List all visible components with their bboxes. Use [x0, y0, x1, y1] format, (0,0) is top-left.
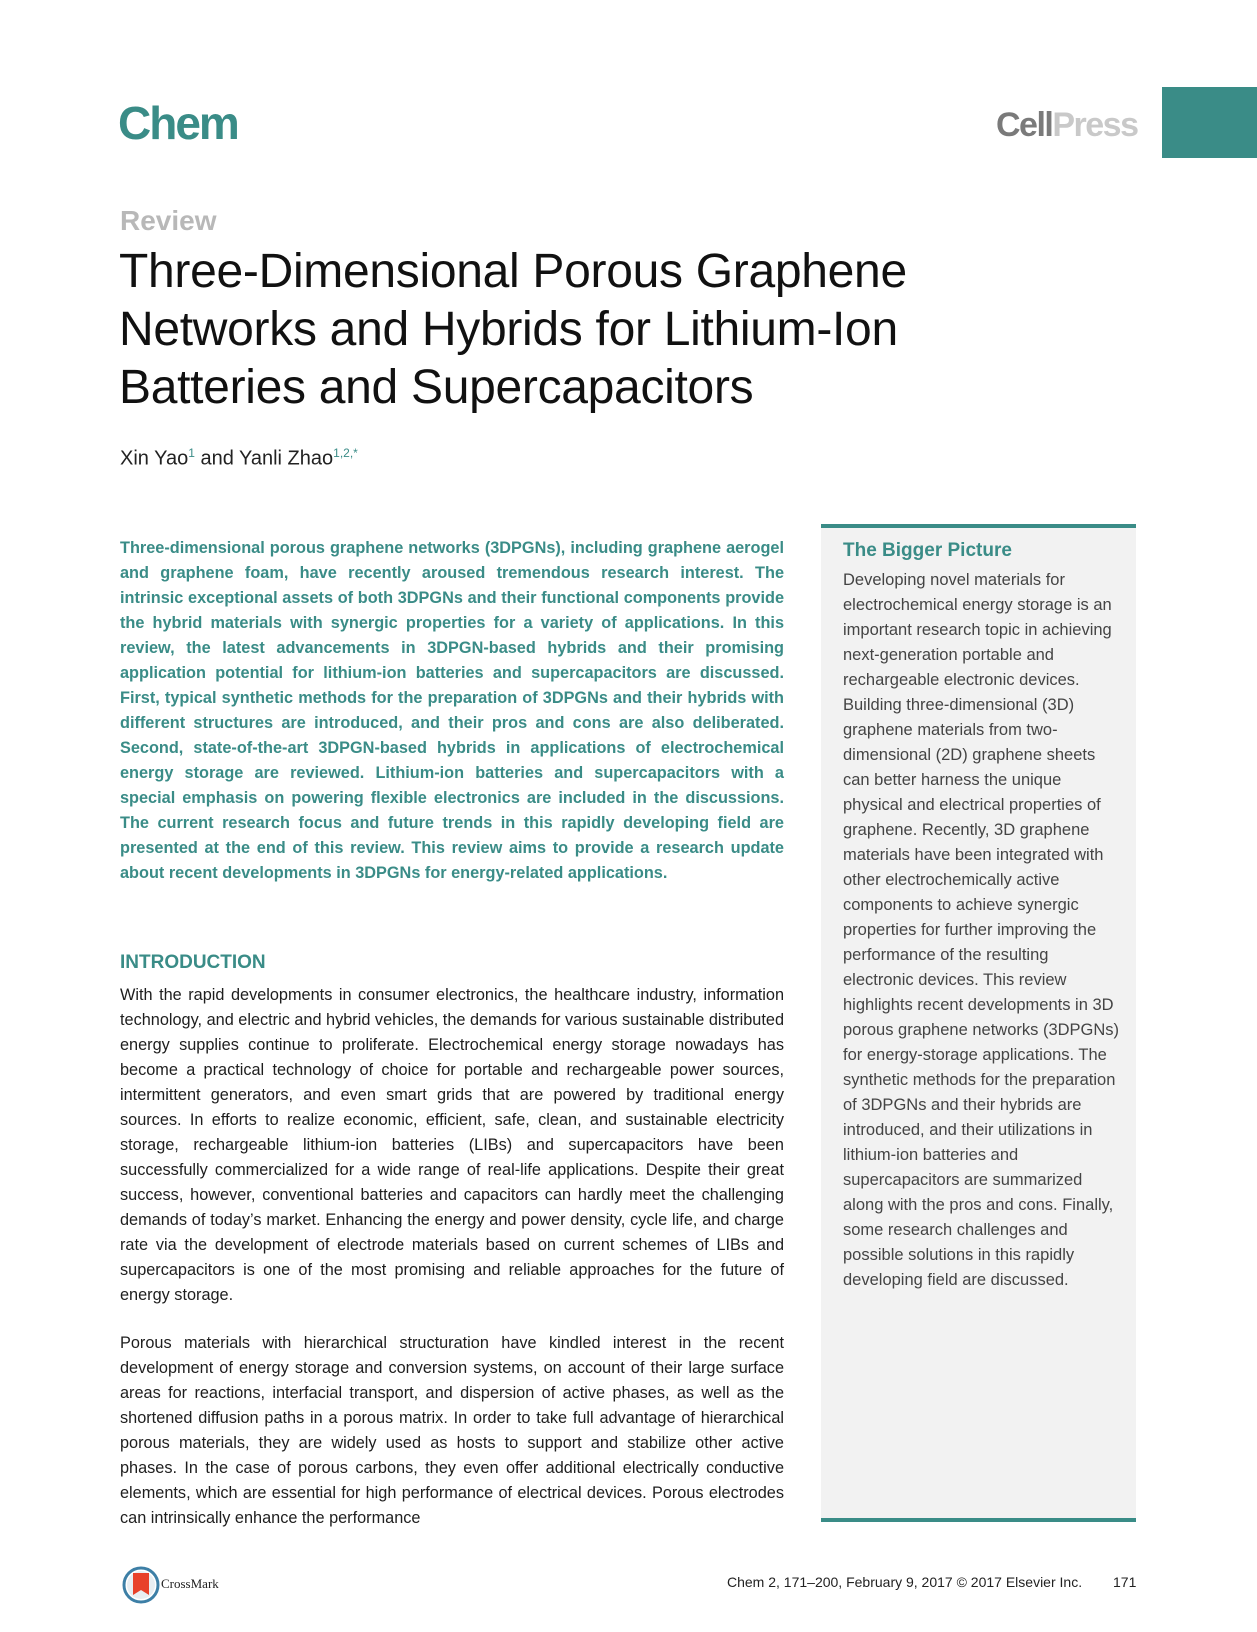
- author-name[interactable]: Xin Yao: [120, 447, 189, 470]
- publisher-logo-cell: Cell: [996, 106, 1053, 144]
- crossmark-label[interactable]: CrossMark: [161, 1576, 219, 1591]
- bigger-picture-box: [821, 524, 1136, 1522]
- body-paragraph: Porous materials with hierarchical structuration have kindled interest in the recent development of energy storage and conversion systems, on account of their large surface areas for reactions, interfacial transport, and dispersion of active phases, as well as the shortened diffusion paths in a porous matrix. In order to take full advantage of hierarchical porous materials, they are widely used as hosts to support and stabilize other active phases. In the case of porous carbons, they even offer additional electrically conductive elements, which are essential for high performance of electrical devices. Porous electrodes can intrinsically enhance the performance: [120, 1334, 784, 1527]
- section-heading-introduction: INTRODUCTION: [120, 952, 266, 973]
- bigger-picture-heading: The Bigger Picture: [843, 540, 1012, 561]
- article-title: Three-Dimensional Porous Graphene Networks and Hybrids for Lithium-Ion Batteries and Supercapacitors: [119, 245, 907, 414]
- journal-logo: Chem: [118, 97, 238, 149]
- publisher-logo-press: Press: [1052, 106, 1138, 144]
- author-list: [120, 446, 358, 471]
- publisher-logo: [996, 106, 1138, 145]
- page-number: 171: [1113, 1574, 1137, 1590]
- abstract: Three-dimensional porous graphene networks (3DPGNs), including graphene aerogel and graphene foam, have recently aroused tremendous research interest. The intrinsic exceptional assets of both 3DPGNs and their functional components provide the hybrid materials with synergic properties for a variety of applications. In this review, the latest advancements in 3DPGN-based hybrids and their promising application potential for lithium-ion batteries and supercapacitors are discussed. First, typical synthetic methods for the preparation of 3DPGNs and their hybrids with different structures are introduced, and their pros and cons are also deliberated. Second, state-of-the-art 3DPGN-based hybrids in applications of electrochemical energy storage are reviewed. Lithium-ion batteries and supercapacitors with a special emphasis on powering flexible electronics are included in the discussions. The current research focus and future trends in this rapidly developing field are presented at the end of this review. This review aims to provide a research update about recent developments in 3DPGNs for energy-related applications.: [120, 539, 784, 882]
- author-name[interactable]: Yanli Zhao: [239, 447, 334, 470]
- author-joiner: and: [194, 447, 240, 470]
- footer-citation: Chem 2, 171–200, February 9, 2017 © 2017 Elsevier Inc.: [727, 1574, 1083, 1590]
- bigger-picture-text: Developing novel materials for electrochemical energy storage is an important research topic in achieving next-generation portable and rechargeable electronic devices. Building three-dimensional (3D) graphene materials from two-dimensional (2D) graphene sheets can better harness the unique physical and electrical properties of graphene. Recently, 3D graphene materials have been integrated with other electrochemically active components to achieve synergic properties for further improving the performance of the resulting electronic devices. This review highlights recent developments in 3D porous graphene networks (3DPGNs) for energy-storage applications. The synthetic methods for the preparation of 3DPGNs and their hybrids are introduced, and their utilizations in lithium-ion batteries and supercapacitors are summarized along with the pros and cons. Finally, some research challenges and possible solutions in this rapidly developing field are discussed.: [843, 571, 1120, 1289]
- author-affiliation-ref[interactable]: 1: [188, 446, 195, 460]
- crossmark-icon[interactable]: [122, 1566, 160, 1604]
- brand-color-tab: [1162, 87, 1257, 158]
- body-paragraph: With the rapid developments in consumer electronics, the healthcare industry, information technology, and electric and hybrid vehicles, the demands for various sustainable distributed energy supplies continue to proliferate. Electrochemical energy storage nowadays has become a practical technology of choice for portable and rechargeable power sources, intermittent generators, and even smart grids that are powered by traditional energy sources. In efforts to realize economic, efficient, safe, clean, and sustainable electricity storage, rechargeable lithium-ion batteries (LIBs) and supercapacitors have been successfully commercialized for a wide range of real-life applications. Despite their great success, however, conventional batteries and capacitors can hardly meet the challenging demands of today’s market. Enhancing the energy and power density, cycle life, and charge rate via the development of electrode materials based on current schemes of LIBs and supercapacitors is one of the most promising and reliable approaches for the future of energy storage.: [120, 986, 784, 1304]
- article-type-label: Review: [120, 205, 217, 236]
- author-affiliation-ref[interactable]: 1,2,*: [333, 446, 358, 460]
